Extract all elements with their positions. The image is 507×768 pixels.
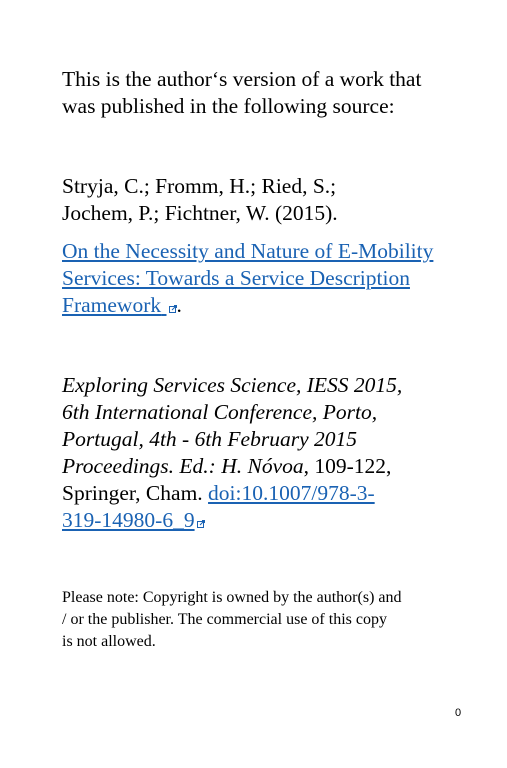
venue-line-5: Springer, Cham. bbox=[62, 481, 209, 505]
doi-line-1: doi:10.1007/978-3- bbox=[208, 481, 375, 505]
title-line-2: Services: Towards a Service Description bbox=[62, 266, 410, 290]
citation-authors bbox=[62, 173, 482, 227]
citation-title bbox=[62, 238, 482, 319]
note-line-1: Please note: Copyright is owned by the author(s) and bbox=[62, 589, 402, 606]
external-link-icon bbox=[169, 305, 177, 313]
title-line-1: On the Necessity and Nature of E-Mobility bbox=[62, 239, 434, 263]
intro-text bbox=[62, 66, 482, 120]
venue-line-4-rest: , 109-122, bbox=[303, 454, 392, 478]
external-link-icon bbox=[197, 520, 205, 528]
authors-line-2: Jochem, P.; Fichtner, W. (2015). bbox=[62, 201, 338, 225]
citation-venue bbox=[62, 372, 482, 534]
venue-line-2: 6th International Conference, Porto, bbox=[62, 400, 378, 424]
note-line-2: / or the publisher. The commercial use of this copy bbox=[62, 611, 387, 628]
note-line-3: is not allowed. bbox=[62, 633, 156, 650]
title-suffix: . bbox=[176, 293, 182, 317]
title-link[interactable] bbox=[62, 239, 433, 317]
venue-line-3: Portugal, 4th - 6th February 2015 bbox=[62, 427, 358, 451]
venue-line-4-italic: Proceedings. Ed.: H. Nóvoa bbox=[62, 454, 304, 478]
doi-line-2: 319-14980-6_9 bbox=[62, 508, 195, 532]
title-line-3: Framework bbox=[62, 293, 162, 317]
authors-line-1: Stryja, C.; Fromm, H.; Ried, S.; bbox=[62, 174, 337, 198]
page-number: 0 bbox=[454, 707, 462, 719]
intro-line-2: was published in the following source: bbox=[62, 94, 395, 118]
venue-line-1: Exploring Services Science, IESS 2015, bbox=[62, 373, 403, 397]
copyright-note bbox=[62, 587, 472, 653]
intro-line-1: This is the author‘s version of a work that bbox=[62, 67, 422, 91]
